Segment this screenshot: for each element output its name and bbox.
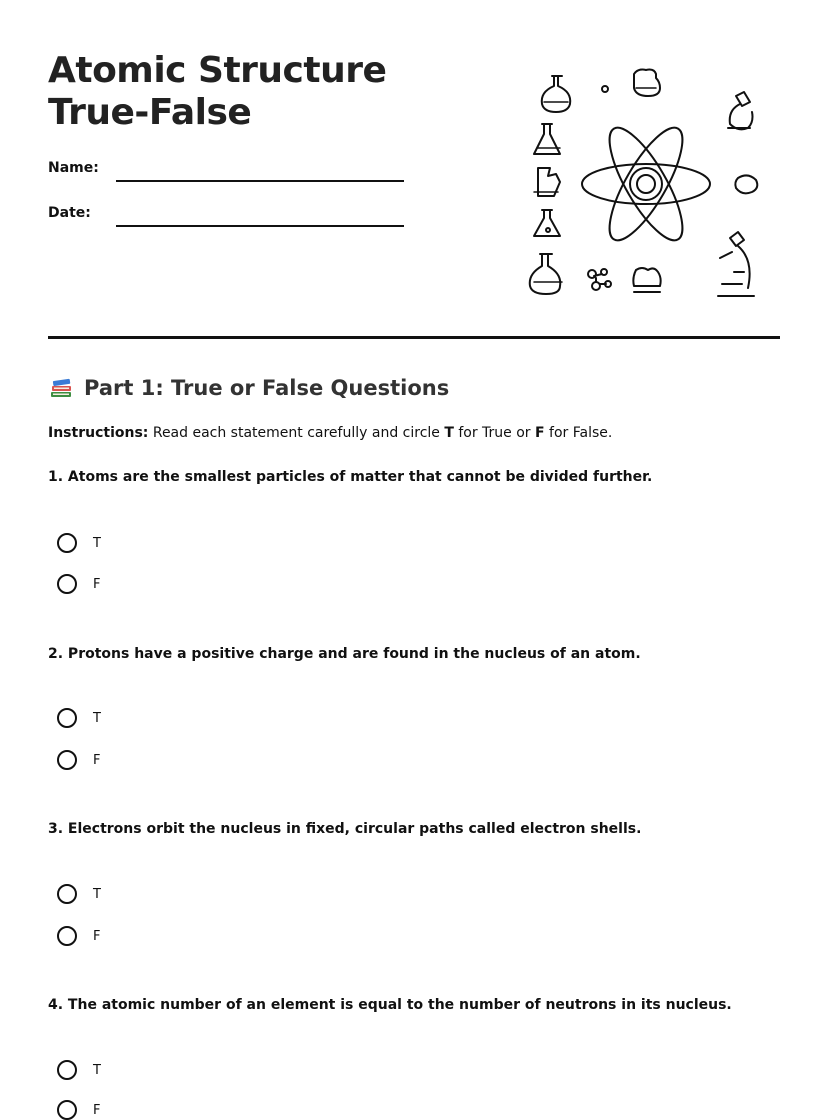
- option-label: F: [93, 576, 101, 592]
- question-4-option-false[interactable]: [57, 1100, 100, 1120]
- radio-button[interactable]: [57, 1100, 77, 1120]
- radio-button[interactable]: [57, 926, 77, 946]
- radio-button[interactable]: [57, 708, 77, 728]
- round-flask-icon: [530, 254, 562, 294]
- bubble-icon: [602, 86, 608, 92]
- instructions: [48, 425, 612, 441]
- science-illustration: [526, 62, 766, 306]
- question-3-option-false[interactable]: [57, 926, 100, 946]
- question-1-option-true[interactable]: [57, 533, 101, 553]
- worksheet-title: Atomic Structure True-False: [48, 50, 387, 133]
- question-3-option-true[interactable]: [57, 884, 101, 904]
- question-3: 3. Electrons orbit the nucleus in fixed, circular paths called electron shells.: [48, 821, 642, 837]
- broken-flask-icon: [534, 168, 560, 196]
- round-flask-icon: [542, 76, 571, 112]
- option-label: T: [93, 886, 101, 902]
- false-letter: F: [535, 425, 545, 441]
- option-label: T: [93, 1062, 101, 1078]
- stone-icon: [735, 175, 757, 193]
- instructions-text: for False.: [544, 425, 613, 441]
- question-1: 1. Atoms are the smallest particles of matter that cannot be divided further.: [48, 469, 653, 485]
- molecule-icon: [588, 269, 611, 290]
- question-2-option-false[interactable]: [57, 750, 100, 770]
- atom-icon: [582, 119, 710, 250]
- radio-button[interactable]: [57, 574, 77, 594]
- radio-button[interactable]: [57, 1060, 77, 1080]
- option-label: T: [93, 710, 101, 726]
- microscope-icon: [728, 92, 753, 129]
- radio-button[interactable]: [57, 533, 77, 553]
- option-label: T: [93, 535, 101, 551]
- option-label: F: [93, 752, 101, 768]
- instructions-text: Read each statement carefully and circle: [148, 425, 445, 441]
- question-4: 4. The atomic number of an element is equal to the number of neutrons in its nucleus.: [48, 997, 732, 1013]
- books-icon: [48, 375, 74, 401]
- true-letter: T: [444, 425, 454, 441]
- beaker-icon: [634, 70, 660, 97]
- section-divider: [48, 336, 780, 339]
- microscope-icon: [718, 232, 754, 296]
- question-2: 2. Protons have a positive charge and are found in the nucleus of an atom.: [48, 646, 641, 662]
- name-field[interactable]: [116, 180, 404, 182]
- option-label: F: [93, 1102, 101, 1118]
- instructions-text: for True or: [453, 425, 536, 441]
- section-heading-text: Part 1: True or False Questions: [84, 376, 450, 400]
- name-label: Name:: [48, 160, 99, 176]
- option-label: F: [93, 928, 101, 944]
- radio-button[interactable]: [57, 884, 77, 904]
- beaker-icon: [633, 268, 660, 292]
- instructions-lead: Instructions:: [48, 425, 149, 441]
- question-4-option-true[interactable]: [57, 1060, 101, 1080]
- small-flask-icon: [534, 210, 560, 236]
- date-label: Date:: [48, 205, 91, 221]
- question-1-option-false[interactable]: [57, 574, 100, 594]
- radio-button[interactable]: [57, 750, 77, 770]
- date-field[interactable]: [116, 225, 404, 227]
- flask-icon: [534, 124, 560, 154]
- question-2-option-true[interactable]: [57, 708, 101, 728]
- section-heading: [48, 375, 449, 401]
